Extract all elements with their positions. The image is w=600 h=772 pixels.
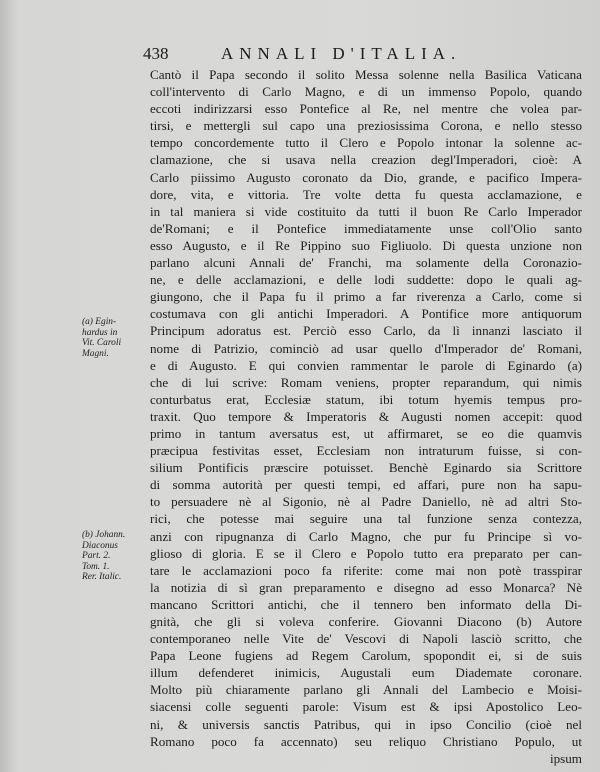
body-text: [150, 66, 582, 767]
catchword: ipsum: [549, 750, 582, 766]
text-line: anzi con ripugnanza di Carlo Magno, che pur fu Principe sì vo-: [150, 528, 582, 544]
text-line: di somma autorità per questi tempi, ed affari, pure non ha sapu-: [150, 477, 582, 493]
text-line: nome di Patrizio, cominciò ad usar quello d'Imperador de' Romani,: [150, 340, 582, 356]
text-line: Papa Leone fugiens ad Regem Carolum, spopondit ei, si de suis: [150, 648, 582, 664]
margin-note-line: (b) Johann.: [82, 530, 126, 540]
text-line: tirsi, e mettergli sul capo una preziosissima Corona, e nello stesso: [150, 118, 582, 134]
text-line: ni, & universis sanctis Patribus, qui in ipso Concilio (cioè nel: [150, 716, 582, 732]
margin-note-line: Magni.: [82, 348, 109, 359]
text-line: esso Augusto, e il Re Pippino suo Figliuolo. Di questa unzione non: [150, 237, 582, 253]
text-line: mancano Scrittori antichi, che il tennero ben informato della Di-: [150, 596, 582, 612]
margin-note-line: Diaconus: [82, 540, 118, 551]
text-line: coll'intervento di Carlo Magno, e di un immenso Popolo, quando: [150, 84, 582, 100]
text-line: primo in tantum aversatus est, ut affirmaret, se eo die quamvis: [150, 425, 582, 441]
margin-note-b: [82, 530, 146, 583]
text-line: siacensi colle seguenti parole: Visum est & ipsi Apostolico Leo-: [150, 699, 582, 715]
text-line: Cantò il Papa secondo il solito Messa solenne nella Basilica Vaticana: [150, 67, 582, 82]
text-line: traxit. Quo tempore & Imperatoris & Augusti nomen accepit: quod: [150, 408, 582, 424]
running-title: ANNALI D'ITALIA.: [221, 44, 462, 63]
text-line: Carlo piissimo Augusto coronato da Dio, grande, e pacifico Impera-: [150, 169, 582, 185]
margin-note-line: (a) Egin-: [82, 317, 117, 327]
page-number: 438: [143, 44, 169, 63]
text-line: conturbatus erat, Ecclesiæ statum, ibi totum hyemis tempus pro-: [150, 391, 582, 407]
text-line: la notizia di sì gran preparamento e disegno ad esso Monarca? Nè: [150, 579, 582, 595]
text-line: clamazione, che si usava nella creazion degl'Imperadori, cioè: A: [150, 152, 582, 168]
text-line: giungono, che il Papa fu il primo a far riverenza a Carlo, come si: [150, 289, 582, 305]
text-line: parlano alcuni Annali de' Franchi, ma solamente della Coronazio-: [150, 255, 582, 271]
text-line: e di Augusto. E qui convien rammentar le parole di Eginardo (a): [150, 357, 582, 373]
margin-note-line: Part. 2.: [82, 551, 111, 562]
margin-note-a: [82, 317, 146, 359]
text-line: dore, vita, e vittoria. Tre volte detta fu questa acclamazione, e: [150, 186, 582, 202]
text-line: gnità, che gli si voleva conferire. Giovanni Diacono (b) Autore: [150, 614, 582, 629]
text-line: illum defenderet inimicis, Augustali eum Diademate coronare.: [150, 665, 582, 681]
text-line: Romano poco fa accennato) seu reliquo Christiano Populo, ut: [150, 733, 582, 749]
text-line: Principum adoratus est. Perciò esso Carlo, da lì innanzi lasciato il: [150, 323, 582, 339]
text-line: in tal maniera si vide costituito da tutti il buon Re Carlo Imperador: [150, 203, 582, 219]
text-line: tare le acclamazioni poco fa riferite: come mai non potè trasspirar: [150, 562, 582, 578]
text-line: de'Romani; e il Pontefice immediatamente unse coll'Olio santo: [150, 220, 582, 236]
text-line: Molto più chiaramente parlano gli Annali del Lambecio e Moisi-: [150, 682, 582, 698]
text-line: glioso di gloria. E se il Clero e Popolo tutto era preparato per can-: [150, 545, 582, 561]
text-line: rici, che potesse mai seguire una tal funzione senza contezza,: [150, 511, 582, 527]
text-line: præcipua festivitas esset, Ecclesiam non intraturum fuisse, si con-: [150, 443, 582, 459]
text-line: eccoti indirizzarsi esso Pontefice al Re, nel mentre che volea par-: [150, 101, 582, 117]
text-line: che di lui scrive: Romam veniens, propter reparandum, qui nimis: [150, 374, 582, 390]
margin-note-line: Vit. Caroli: [82, 338, 122, 349]
margin-note-line: Tom. 1.: [82, 561, 110, 572]
text-line: contemporaneo nelle Vite de' Vescovi di Napoli lasciò scritto, che: [150, 631, 582, 647]
text-line: to persuadere nè al Sigonio, nè al Padre Daniello, nè ad altri Sto-: [150, 494, 582, 510]
text-line: ne, e delle acclamazioni, e delle lodi suddette: dopo le quali ag-: [150, 272, 582, 288]
text-line: tempo concordemente tutto il Clero e Popolo intonar la solenne ac-: [150, 135, 582, 151]
text-line: costumava con gli antichi Imperadori. A Pontifice more antiquorum: [150, 306, 582, 322]
margin-note-line: Rer. Italic.: [82, 572, 122, 583]
text-line: silium Pontificis præscire potuisset. Benchè Eginardo sia Scrittore: [150, 460, 582, 476]
margin-note-line: hardus in: [82, 327, 118, 338]
